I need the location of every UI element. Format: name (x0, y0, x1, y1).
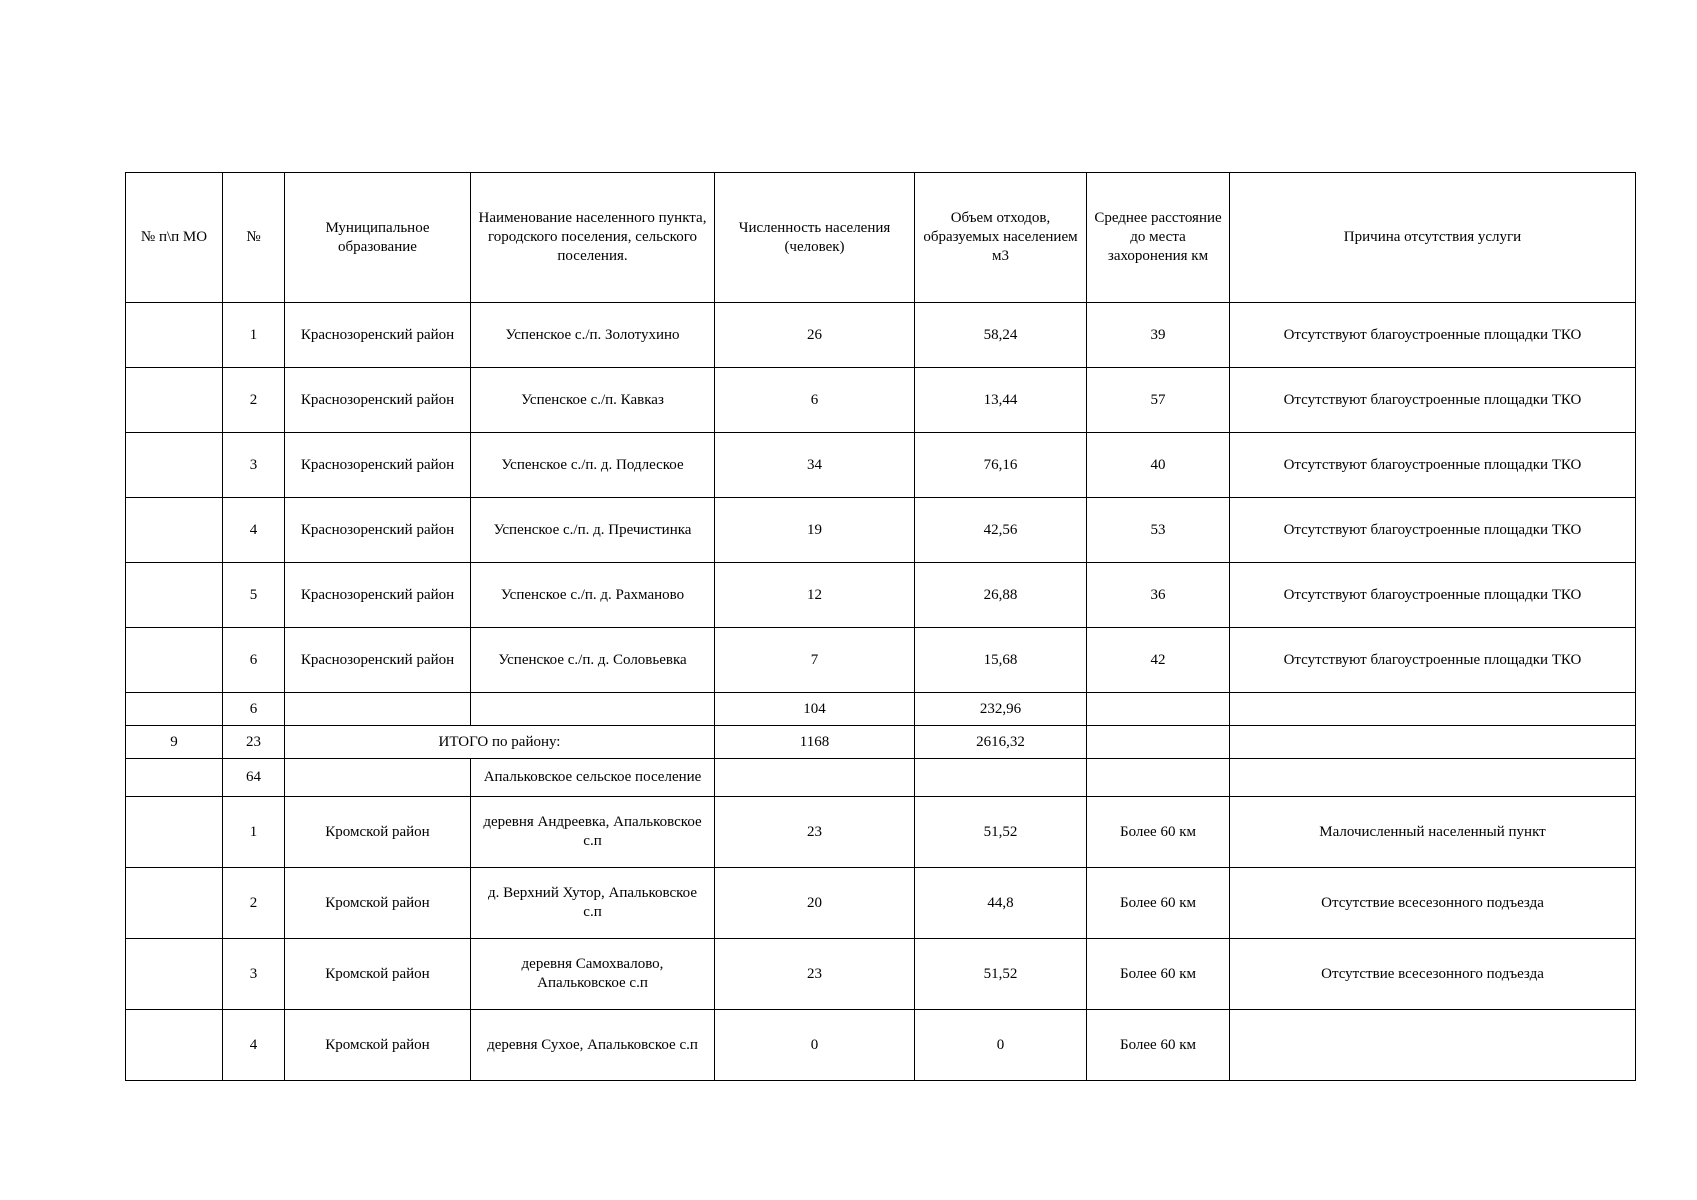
cell-settlement: Успенское с./п. Кавказ (471, 368, 715, 433)
cell-mo-number (126, 797, 223, 868)
cell-settlement: Успенское с./п. д. Соловьевка (471, 628, 715, 693)
cell-distance: Более 60 км (1087, 797, 1230, 868)
cell-population: 12 (715, 563, 915, 628)
header-reason: Причина отсутствия услуги (1230, 173, 1636, 303)
district-total-population: 1168 (715, 726, 915, 759)
subtotal-row (126, 693, 1636, 726)
cell-reason: Отсутствуют благоустроенные площадки ТКО (1230, 433, 1636, 498)
cell-municipality: Краснозоренский район (285, 433, 471, 498)
cell-population: 34 (715, 433, 915, 498)
cell-reason (1230, 693, 1636, 726)
cell-municipality: Краснозоренский район (285, 563, 471, 628)
district-total-mo-number: 9 (126, 726, 223, 759)
district-total-label: ИТОГО по району: (285, 726, 715, 759)
cell-mo-number (126, 628, 223, 693)
cell-distance: 36 (1087, 563, 1230, 628)
cell-waste-volume: 51,52 (915, 939, 1087, 1010)
table-row (126, 303, 1636, 368)
cell-number: 2 (223, 868, 285, 939)
table-row (126, 628, 1636, 693)
table-row (126, 498, 1636, 563)
cell-population: 23 (715, 797, 915, 868)
cell-settlement: деревня Андреевка, Апальковское с.п (471, 797, 715, 868)
cell-mo-number (126, 303, 223, 368)
cell-mo-number (126, 433, 223, 498)
cell-settlement: Успенское с./п. Золотухино (471, 303, 715, 368)
cell-municipality: Краснозоренский район (285, 303, 471, 368)
cell-waste-volume: 0 (915, 1010, 1087, 1081)
cell-mo-number (126, 498, 223, 563)
cell-reason: Малочисленный населенный пункт (1230, 797, 1636, 868)
cell-reason (1230, 759, 1636, 797)
district-total-count: 23 (223, 726, 285, 759)
cell-number: 6 (223, 628, 285, 693)
cell-waste-volume: 42,56 (915, 498, 1087, 563)
header-distance: Среднее расстояние до места захоронения км (1087, 173, 1230, 303)
cell-distance: 39 (1087, 303, 1230, 368)
cell-municipality: Краснозоренский район (285, 498, 471, 563)
cell-population: 0 (715, 1010, 915, 1081)
table-row (126, 868, 1636, 939)
cell-waste-volume: 51,52 (915, 797, 1087, 868)
cell-population (715, 759, 915, 797)
cell-mo-number (126, 868, 223, 939)
table-row (126, 939, 1636, 1010)
district-total-row (126, 726, 1636, 759)
cell-municipality: Кромской район (285, 1010, 471, 1081)
table-row (126, 433, 1636, 498)
cell-number: 1 (223, 797, 285, 868)
cell-distance (1087, 726, 1230, 759)
cell-settlement: деревня Самохвалово, Апальковское с.п (471, 939, 715, 1010)
cell-waste-volume: 76,16 (915, 433, 1087, 498)
cell-number: 3 (223, 433, 285, 498)
cell-mo-number (126, 368, 223, 433)
cell-reason: Отсутствуют благоустроенные площадки ТКО (1230, 368, 1636, 433)
table-row (126, 563, 1636, 628)
cell-distance: Более 60 км (1087, 1010, 1230, 1081)
cell-waste-volume: 26,88 (915, 563, 1087, 628)
cell-waste-volume: 44,8 (915, 868, 1087, 939)
cell-number: 3 (223, 939, 285, 1010)
subtotal-population: 104 (715, 693, 915, 726)
cell-mo-number (126, 563, 223, 628)
cell-waste-volume (915, 759, 1087, 797)
cell-number: 1 (223, 303, 285, 368)
cell-settlement: д. Верхний Хутор, Апальковское с.п (471, 868, 715, 939)
table-row (126, 1010, 1636, 1081)
subtotal-waste-volume: 232,96 (915, 693, 1087, 726)
cell-municipality: Краснозоренский район (285, 368, 471, 433)
subtotal-count: 6 (223, 693, 285, 726)
cell-distance: 57 (1087, 368, 1230, 433)
district-total-waste-volume: 2616,32 (915, 726, 1087, 759)
cell-distance: 53 (1087, 498, 1230, 563)
cell-distance: 42 (1087, 628, 1230, 693)
cell-distance (1087, 693, 1230, 726)
cell-settlement (471, 693, 715, 726)
cell-reason: Отсутствие всесезонного подъезда (1230, 939, 1636, 1010)
section-name: Апальковское сельское поселение (471, 759, 715, 797)
cell-population: 6 (715, 368, 915, 433)
waste-service-table (125, 172, 1636, 1081)
cell-municipality: Кромской район (285, 797, 471, 868)
cell-population: 23 (715, 939, 915, 1010)
cell-distance: 40 (1087, 433, 1230, 498)
cell-municipality: Кромской район (285, 868, 471, 939)
section-header-row (126, 759, 1636, 797)
cell-mo-number (126, 759, 223, 797)
header-population: Численность населения (человек) (715, 173, 915, 303)
cell-municipality (285, 759, 471, 797)
header-row (126, 173, 1636, 303)
cell-distance: Более 60 км (1087, 868, 1230, 939)
cell-mo-number (126, 939, 223, 1010)
cell-municipality: Краснозоренский район (285, 628, 471, 693)
cell-distance (1087, 759, 1230, 797)
cell-reason: Отсутствуют благоустроенные площадки ТКО (1230, 628, 1636, 693)
cell-waste-volume: 15,68 (915, 628, 1087, 693)
cell-municipality (285, 693, 471, 726)
cell-population: 19 (715, 498, 915, 563)
header-mo-number: № п\п МО (126, 173, 223, 303)
cell-mo-number (126, 1010, 223, 1081)
cell-number: 5 (223, 563, 285, 628)
section-count: 64 (223, 759, 285, 797)
header-municipality: Муниципальное образование (285, 173, 471, 303)
cell-waste-volume: 13,44 (915, 368, 1087, 433)
cell-number: 2 (223, 368, 285, 433)
header-settlement: Наименование населенного пункта, городского поселения, сельского поселения. (471, 173, 715, 303)
table-row (126, 797, 1636, 868)
cell-reason (1230, 726, 1636, 759)
cell-population: 7 (715, 628, 915, 693)
cell-reason: Отсутствуют благоустроенные площадки ТКО (1230, 303, 1636, 368)
cell-settlement: деревня Сухое, Апальковское с.п (471, 1010, 715, 1081)
cell-mo-number (126, 693, 223, 726)
cell-settlement: Успенское с./п. д. Подлеское (471, 433, 715, 498)
cell-population: 20 (715, 868, 915, 939)
table-row (126, 368, 1636, 433)
cell-reason: Отсутствуют благоустроенные площадки ТКО (1230, 563, 1636, 628)
cell-municipality: Кромской район (285, 939, 471, 1010)
cell-settlement: Успенское с./п. д. Рахманово (471, 563, 715, 628)
cell-reason: Отсутствуют благоустроенные площадки ТКО (1230, 498, 1636, 563)
header-waste-volume: Объем отходов, образуемых населением м3 (915, 173, 1087, 303)
header-number: № (223, 173, 285, 303)
cell-distance: Более 60 км (1087, 939, 1230, 1010)
cell-waste-volume: 58,24 (915, 303, 1087, 368)
cell-number: 4 (223, 1010, 285, 1081)
cell-population: 26 (715, 303, 915, 368)
cell-settlement: Успенское с./п. д. Пречистинка (471, 498, 715, 563)
cell-reason: Отсутствие всесезонного подъезда (1230, 868, 1636, 939)
cell-number: 4 (223, 498, 285, 563)
cell-reason (1230, 1010, 1636, 1081)
